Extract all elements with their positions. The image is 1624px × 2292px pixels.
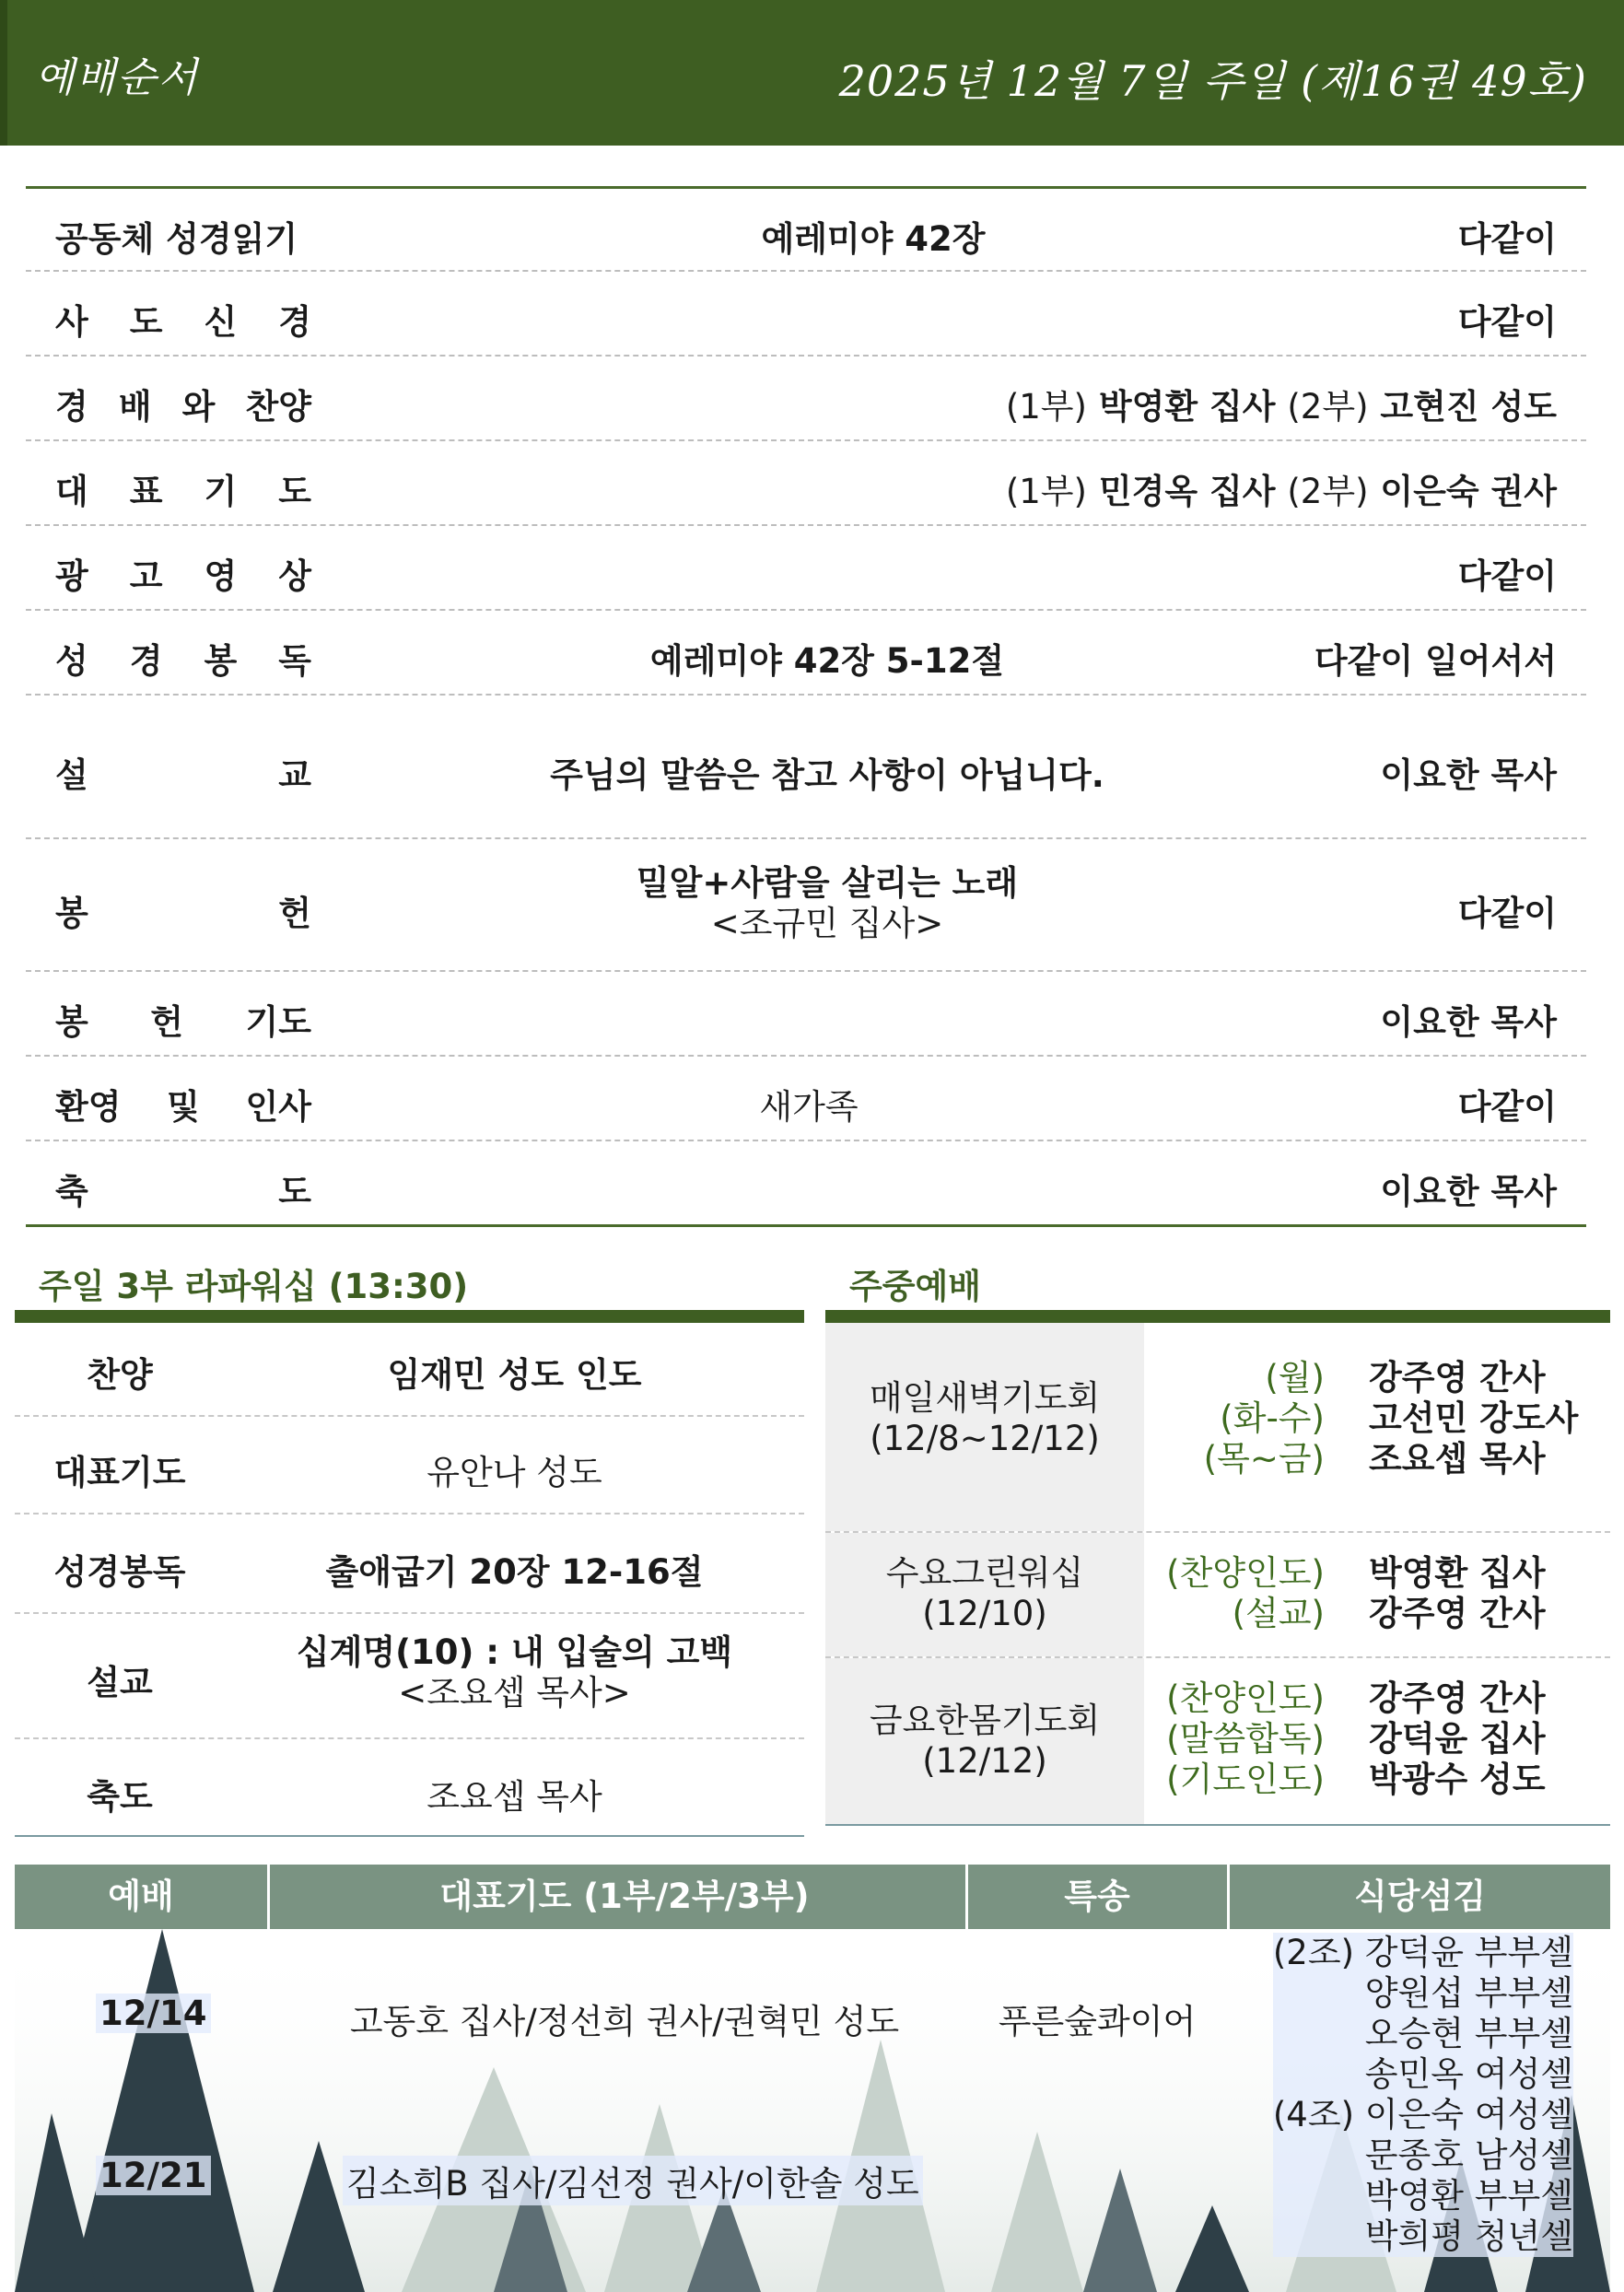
order-middle: 새가족 bbox=[759, 1087, 859, 1127]
service-people: 강주영 간사 고선민 강도사 조요셉 목사 bbox=[1369, 1358, 1579, 1479]
kitchen-list bbox=[1273, 1933, 1573, 2257]
order-right: 다같이 bbox=[1457, 556, 1557, 596]
order-row bbox=[26, 189, 1586, 272]
order-row bbox=[26, 357, 1586, 441]
order-label: 대 표 기 도 bbox=[55, 472, 311, 511]
service-name: 수요그린워십 (12/10) bbox=[885, 1553, 1084, 1633]
order-right: 이요한 목사 bbox=[1380, 1002, 1557, 1042]
page-header bbox=[0, 0, 1624, 146]
row-value: 출애굽기 20장 12-16절 bbox=[325, 1552, 704, 1592]
kitchen-item: 오승현 부부셀 bbox=[1273, 2014, 1573, 2054]
row-label: 성경봉독 bbox=[53, 1552, 186, 1592]
row-value: 임재민 성도 인도 bbox=[387, 1355, 642, 1395]
service-name: 매일새벽기도회 (12/8~12/12) bbox=[869, 1378, 1101, 1458]
order-row bbox=[26, 1057, 1586, 1141]
order-middle: 예레미야 42장 bbox=[761, 219, 986, 259]
row-label: 설교 bbox=[87, 1663, 153, 1702]
table-row bbox=[15, 1417, 804, 1514]
order-label: 봉 헌 기도 bbox=[55, 1002, 311, 1042]
order-row bbox=[26, 441, 1586, 526]
row-label: 대표기도 bbox=[53, 1453, 186, 1492]
table-row bbox=[15, 1514, 804, 1614]
schedule-special: 푸른숲콰이어 bbox=[998, 2002, 1197, 2041]
service-people: 강주영 간사 강덕윤 집사 박광수 성도 bbox=[1369, 1678, 1546, 1799]
row-value: 유안나 성도 bbox=[426, 1453, 602, 1492]
sermon-title: 주님의 말씀은 참고 사항이 아닙니다. bbox=[550, 755, 1104, 795]
schedule-prayer: 고동호 집사/정선희 권사/권혁민 성도 bbox=[349, 2002, 900, 2041]
table-row bbox=[825, 1323, 1610, 1533]
kitchen-item: 양원섭 부부셀 bbox=[1273, 1973, 1573, 2014]
sunday3-bar bbox=[15, 1310, 804, 1323]
service-people: 박영환 집사 강주영 간사 bbox=[1369, 1553, 1546, 1633]
header-date: 2025년 12월 7일 주일 (제16권 49호) bbox=[838, 56, 1587, 106]
order-label: 경 배 와 찬양 bbox=[55, 387, 311, 427]
service-roles: (월) (화-수) (목~금) bbox=[1203, 1358, 1325, 1479]
order-label: 광 고 영 상 bbox=[55, 556, 311, 596]
order-right: 다같이 bbox=[1457, 302, 1557, 342]
order-label: 사 도 신 경 bbox=[55, 302, 311, 342]
order-middle: 밀알+사람을 살리는 노래 <조규민 집사> bbox=[636, 863, 1019, 943]
sunday3-title: 주일 3부 라파워십 (13:30) bbox=[39, 1267, 469, 1306]
service-name: 금요한몸기도회 (12/12) bbox=[869, 1701, 1101, 1781]
order-row bbox=[26, 526, 1586, 611]
header-title: 예배순서 bbox=[35, 54, 200, 101]
row-label: 찬양 bbox=[87, 1355, 153, 1395]
order-label: 성 경 봉 독 bbox=[55, 641, 311, 681]
table-row bbox=[15, 1739, 804, 1835]
service-roles: (찬양인도) (말씀합독) (기도인도) bbox=[1166, 1678, 1325, 1799]
kitchen-item: 문종호 남성셀 bbox=[1273, 2135, 1573, 2176]
order-right: 이요한 목사 bbox=[1380, 1172, 1557, 1211]
weekday-bar bbox=[825, 1310, 1610, 1323]
header-kitchen: 식당섬김 bbox=[1354, 1877, 1486, 1916]
schedule-date: 12/14 bbox=[96, 1994, 211, 2033]
order-row bbox=[26, 1141, 1586, 1224]
schedule-header bbox=[15, 1865, 1610, 1929]
order-right: 다같이 일어서서 bbox=[1314, 641, 1557, 681]
row-value: 조요셉 목사 bbox=[426, 1777, 602, 1817]
sunday3-table bbox=[15, 1323, 804, 1837]
kitchen-item: (2조) 강덕윤 부부셀 bbox=[1272, 1933, 1573, 1972]
order-label: 공동체 성경읽기 bbox=[55, 219, 298, 259]
kitchen-item: 박영환 부부셀 bbox=[1273, 2176, 1573, 2216]
weekday-title: 주중예배 bbox=[849, 1267, 981, 1306]
order-right: 다같이 bbox=[1457, 894, 1557, 933]
order-label: 설 교 bbox=[55, 755, 311, 795]
order-row bbox=[26, 272, 1586, 357]
header-prayer: 대표기도 (1부/2부/3부) bbox=[439, 1877, 810, 1916]
row-value: 십계명(10) : 내 입술의 고백 <조요셉 목사> bbox=[296, 1632, 733, 1713]
order-row bbox=[26, 611, 1586, 696]
order-row bbox=[26, 972, 1586, 1057]
table-row bbox=[825, 1533, 1610, 1658]
order-row bbox=[26, 696, 1586, 839]
worship-order bbox=[26, 186, 1586, 1227]
order-label: 환영 및 인사 bbox=[55, 1087, 311, 1127]
schedule-section bbox=[15, 1865, 1610, 2292]
kitchen-item: 송민옥 여성셀 bbox=[1273, 2054, 1573, 2095]
table-row bbox=[15, 1614, 804, 1739]
order-label: 봉 헌 bbox=[55, 894, 311, 933]
order-right: (1부) 박영환 집사 (2부) 고현진 성도 bbox=[1005, 387, 1557, 427]
order-right: 이요한 목사 bbox=[1380, 755, 1557, 795]
order-label: 축 도 bbox=[55, 1172, 311, 1211]
header-special: 특송 bbox=[1064, 1877, 1130, 1916]
row-label: 축도 bbox=[87, 1777, 153, 1817]
order-right: 다같이 bbox=[1457, 219, 1557, 259]
order-right: (1부) 민경옥 집사 (2부) 이은숙 권사 bbox=[1005, 472, 1557, 511]
service-roles: (찬양인도) (설교) bbox=[1166, 1553, 1325, 1633]
kitchen-item: (4조) 이은숙 여성셀 bbox=[1272, 2095, 1573, 2134]
order-right: 다같이 bbox=[1457, 1087, 1557, 1127]
schedule-date: 12/21 bbox=[96, 2156, 211, 2195]
weekday-table bbox=[825, 1323, 1610, 1826]
table-row bbox=[15, 1323, 804, 1417]
order-row bbox=[26, 839, 1586, 972]
header-service: 예배 bbox=[108, 1877, 174, 1916]
table-row bbox=[825, 1658, 1610, 1824]
header-edge bbox=[0, 0, 7, 146]
schedule-prayer: 김소희B 집사/김선정 권사/이한솔 성도 bbox=[343, 2156, 923, 2205]
kitchen-item: 박희평 청년셀 bbox=[1273, 2216, 1573, 2257]
order-middle: 예레미야 42장 5-12절 bbox=[649, 641, 1005, 681]
